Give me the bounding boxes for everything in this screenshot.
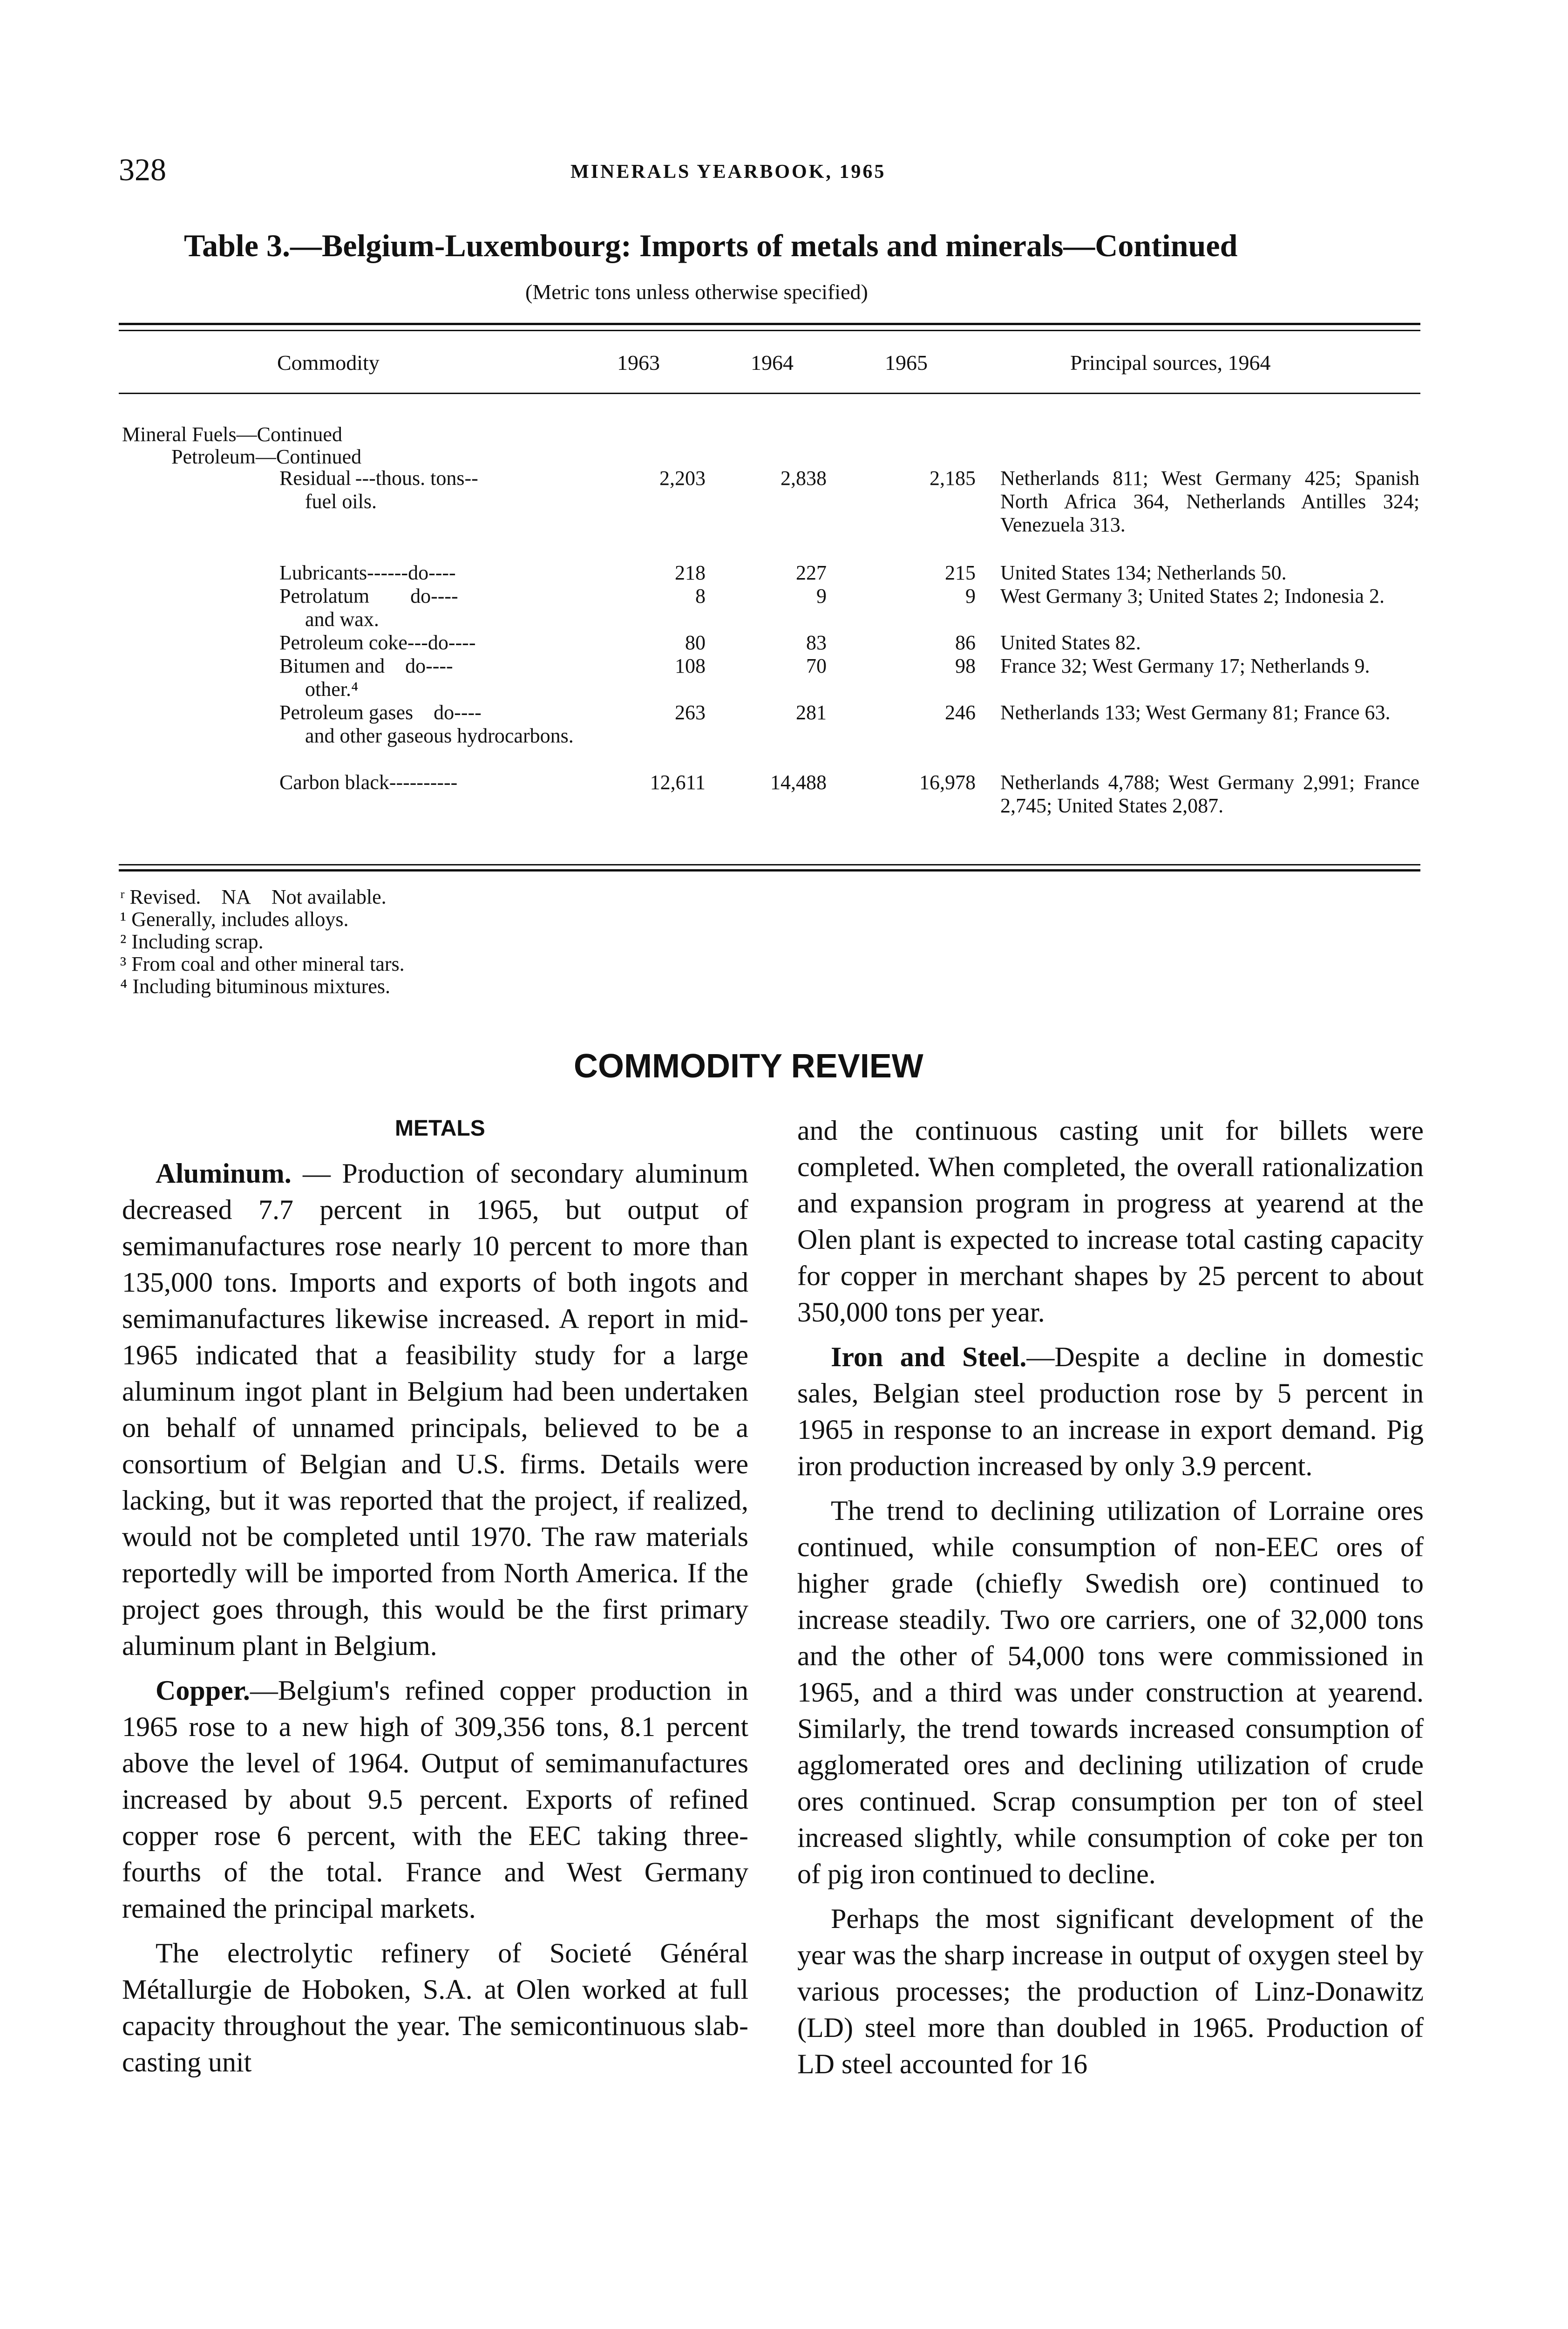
paragraph-lead-separator: — (250, 1675, 278, 1706)
footnotes (120, 886, 405, 998)
table-cell-1964: 9 (816, 585, 827, 607)
table-cell-commodity-cont: and other gaseous hydrocarbons. (305, 724, 574, 747)
paragraph (797, 1112, 1424, 1330)
table-cell-commodity: Petroleum coke---do---- (279, 631, 476, 654)
table-cell-commodity: Lubricants------do---- (279, 561, 456, 584)
footnote: ² Including scrap. (120, 930, 264, 953)
metals-heading: METALS (395, 1116, 485, 1141)
table-cell-1963: 8 (695, 585, 706, 607)
table-cell-commodity-cont: other.⁴ (305, 678, 359, 701)
running-head: MINERALS YEARBOOK, 1965 (570, 161, 886, 183)
table-cell-sources: United States 82. (1000, 631, 1141, 654)
paragraph-lead-separator: — (291, 1158, 342, 1189)
left-text-column (122, 1155, 748, 2089)
paragraph-text: Belgium's refined copper production in 1965 rose to a new high of 309,356 tons, 8.1 percent above the level of 1964. Output of semimanufactures increased by about 9.5 percent. Exports of refined copper rose 6 percent, with the EEC taking three-fourths of the total. France and West Germany remained the principal markets. (122, 1675, 748, 1924)
table-cell-1965: 16,978 (919, 771, 976, 794)
table-title: Table 3.—Belgium-Luxembourg: Imports of metals and minerals—Continued (184, 228, 1238, 263)
paragraph (797, 1900, 1424, 2082)
table-subtitle: (Metric tons unless otherwise specified) (525, 280, 868, 304)
page-number: 328 (119, 152, 166, 187)
paragraph-text: The electrolytic refinery of Societé Général Métallurgie de Hoboken, S.A. at Olen worked at full capacity throughout the year. The semicontinuous slab-casting unit (122, 1938, 748, 2077)
table-cell-1964: 281 (796, 701, 827, 724)
table-cell-1963: 2,203 (659, 467, 706, 490)
table-cell-1964: 2,838 (781, 467, 827, 490)
table-cell-1965: 86 (955, 631, 976, 654)
table-cell-sources: United States 134; Netherlands 50. (1000, 561, 1287, 584)
footnote: ʳ Revised. NA Not available. (120, 885, 387, 908)
table-cell-commodity: Petrolatum do---- (279, 585, 458, 607)
table-cell-1963: 80 (685, 631, 706, 654)
paragraph-lead: Copper. (156, 1675, 250, 1706)
table-bottom-rule-outer (119, 869, 1420, 872)
table-cell-1964: 70 (806, 654, 827, 677)
group-label: Mineral Fuels—Continued (122, 423, 342, 446)
paragraph (122, 1672, 748, 1927)
table-cell-commodity-cont: fuel oils. (305, 490, 377, 513)
right-text-column (797, 1112, 1424, 2091)
table-cell-1964: 83 (806, 631, 827, 654)
table-cell-commodity: Bitumen and do---- (279, 654, 453, 677)
column-header-commodity: Commodity (277, 351, 380, 375)
table-cell-1965: 215 (945, 561, 976, 584)
table-bottom-rule (119, 864, 1420, 865)
column-header-1964: 1964 (751, 351, 794, 375)
footnote: ³ From coal and other mineral tars. (120, 953, 405, 975)
column-header-1963: 1963 (617, 351, 660, 375)
table-top-rule-inner (119, 330, 1420, 331)
paragraph-text: and the continuous casting unit for billets were completed. When completed, the overall rationalization and expansion program in progress at yearend at the Olen plant is expected to increase total casting capacity for copper in merchant shapes by 25 percent to about 350,000 tons per year. (797, 1115, 1424, 1328)
paragraph (797, 1492, 1424, 1892)
table-cell-sources: Netherlands 811; West Germany 425; Spanish North Africa 364, Netherlands Antilles 324; Venezuela 313. (1000, 467, 1419, 536)
paragraph (122, 1935, 748, 2080)
section-title: COMMODITY REVIEW (574, 1048, 923, 1085)
paragraph-text: Despite a decline in domestic sales, Belgian steel production rose by 5 percent in 1965 in response to an increase in export demand. Pig iron production increased by only 3.9 percent. (797, 1342, 1424, 1481)
footnote: ⁴ Including bituminous mixtures. (120, 975, 390, 998)
table-cell-sources: France 32; West Germany 17; Netherlands 9. (1000, 654, 1370, 677)
footnote: ¹ Generally, includes alloys. (120, 908, 349, 931)
table-cell-1965: 98 (955, 654, 976, 677)
paragraph-text: Perhaps the most significant development of the year was the sharp increase in output of oxygen steel by various processes; the production of Linz-Donawitz (LD) steel more than doubled in 1965. Production of LD steel accounted for 16 (797, 1903, 1424, 2079)
table-cell-1964: 14,488 (770, 771, 827, 794)
table-cell-1963: 12,611 (650, 771, 706, 794)
paragraph-text: Production of secondary aluminum decreased 7.7 percent in 1965, but output of semimanufactures rose nearly 10 percent to more than 135,000 tons. Imports and exports of both ingots and semimanufactures likewise increased. A report in mid-1965 indicated that a feasibility study for a large aluminum ingot plant in Belgium had been undertaken on behalf of unnamed principals, believed to be a consortium of Belgian and U.S. firms. Details were lacking, but it was reported that the project, if realized, would not be completed until 1970. The raw materials reportedly will be imported from North America. If the project goes through, this would be the first primary aluminum plant in Belgium. (122, 1158, 748, 1661)
table-cell-1963: 263 (675, 701, 706, 724)
subgroup-label: Petroleum—Continued (171, 445, 362, 468)
table-top-rule (119, 323, 1420, 325)
table-cell-sources: Netherlands 4,788; West Germany 2,991; France 2,745; United States 2,087. (1000, 771, 1419, 817)
table-cell-sources: West Germany 3; United States 2; Indonesia 2. (1000, 585, 1385, 607)
table-cell-commodity: Residual ---thous. tons-- (279, 467, 478, 490)
table-cell-1965: 246 (945, 701, 976, 724)
table-header-rule (119, 393, 1420, 394)
paragraph (122, 1155, 748, 1664)
table-cell-1965: 9 (965, 585, 976, 607)
table-cell-commodity: Petroleum gases do---- (279, 701, 482, 724)
column-header-principal-sources: Principal sources, 1964 (1070, 351, 1271, 375)
table-cell-1964: 227 (796, 561, 827, 584)
table-cell-1965: 2,185 (930, 467, 976, 490)
paragraph-text: The trend to declining utilization of Lorraine ores continued, while consumption of non-EEC ores of higher grade (chiefly Swedish ore) continued to increase steadily. Two ore carriers, one of 32,000 tons and the other of 54,000 tons were commissioned in 1965, and a third was under construction at yearend. Similarly, the trend towards increased consumption of agglomerated ores and declining utilization of crude ores continued. Scrap consumption per ton of steel increased slightly, while consumption of coke per ton of pig iron continued to decline. (797, 1495, 1424, 1889)
table-cell-sources: Netherlands 133; West Germany 81; France 63. (1000, 701, 1391, 724)
table-cell-1963: 108 (675, 654, 706, 677)
table-cell-commodity-cont: and wax. (305, 608, 379, 631)
paragraph (797, 1339, 1424, 1484)
table-cell-commodity: Carbon black---------- (279, 771, 458, 794)
paragraph-lead-separator: — (1026, 1342, 1055, 1372)
paragraph-lead: Iron and Steel. (831, 1342, 1027, 1372)
paragraph-lead: Aluminum. (156, 1158, 292, 1189)
column-header-1965: 1965 (885, 351, 928, 375)
table-cell-1963: 218 (675, 561, 706, 584)
